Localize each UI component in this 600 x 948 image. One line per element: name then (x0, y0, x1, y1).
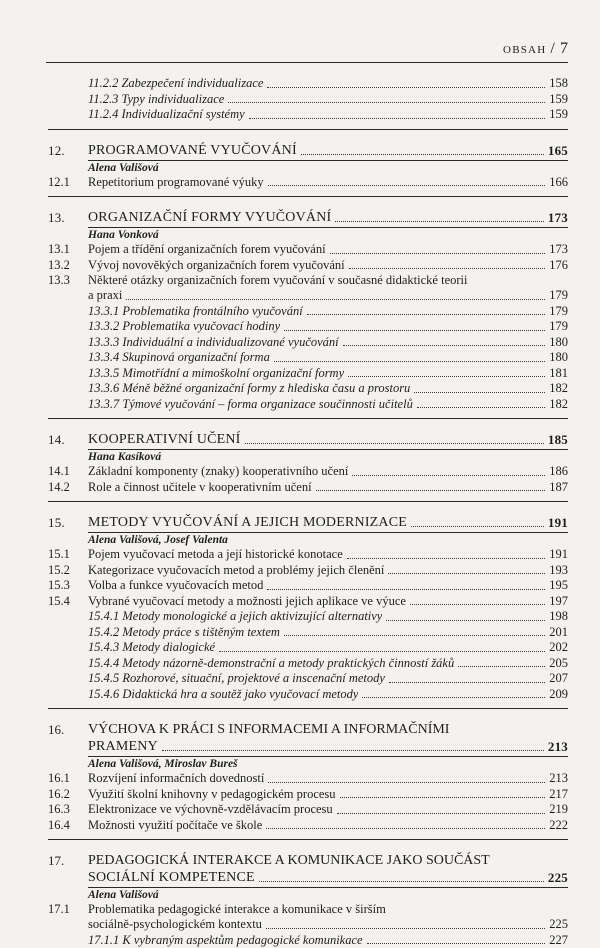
toc-subentry[interactable] (48, 335, 568, 351)
toc-entry-number: 16.2 (48, 787, 88, 803)
toc-subentry-page: 180 (549, 350, 568, 366)
toc-subentry[interactable] (48, 687, 568, 703)
toc-subentry-page: 207 (549, 671, 568, 687)
toc-entry[interactable] (48, 818, 568, 834)
chapter-number: 13. (48, 209, 88, 226)
toc-entry-title: Repetitorium programované výuky (88, 175, 264, 191)
toc-entry-number: 15.4 (48, 594, 88, 610)
toc-entry-title: Volba a funkce vyučovacích metod (88, 578, 263, 594)
toc-subentry-page: 227 (549, 933, 568, 948)
toc-entry-page: 191 (549, 547, 568, 563)
toc-entry-number: 15.3 (48, 578, 88, 594)
toc-subentry-page: 180 (549, 335, 568, 351)
chapter-page: 213 (548, 738, 568, 755)
toc-entry-number: 16.4 (48, 818, 88, 834)
toc-entry-title: Problematika pedagogické interakce a komunikace v širším (88, 902, 568, 917)
toc-entry-title: Základní komponenty (znaky) kooperativního učení (88, 464, 348, 480)
toc-entry-number: 14.1 (48, 464, 88, 480)
toc-entry-title: Možnosti využití počítače ve škole (88, 818, 262, 834)
chapter-title: SOCIÁLNÍ KOMPETENCE (88, 869, 255, 886)
toc-entry[interactable] (48, 258, 568, 274)
chapter-title: PRAMENY (88, 738, 158, 755)
toc-entry-number: 17.1 (48, 902, 88, 917)
chapter-number: 16. (48, 721, 88, 738)
toc-entry-page: 166 (549, 175, 568, 191)
chapter-heading[interactable] (48, 721, 568, 738)
toc-entry-number: 13.1 (48, 242, 88, 258)
toc-subentry-title: 15.4.5 Rozhorové, situační, projektové a inscenační metody (88, 671, 385, 687)
toc-entry-page: 195 (549, 578, 568, 594)
toc-subentry-page: 182 (549, 397, 568, 413)
toc-subentry-page: 202 (549, 640, 568, 656)
section-rule (48, 129, 568, 130)
toc-entry-title: Kategorizace vyučovacích metod a problémy jejich členění (88, 563, 384, 579)
toc-entry-title: Využití školní knihovny v pedagogickém procesu (88, 787, 336, 803)
chapter-17 (48, 852, 568, 948)
chapter-heading-continuation[interactable] (48, 869, 568, 886)
toc-entry[interactable] (48, 480, 568, 496)
toc-subentry-page: 209 (549, 687, 568, 703)
toc-entry-number: 13.3 (48, 273, 88, 288)
header-rule (46, 62, 568, 63)
chapter-title: KOOPERATIVNÍ UČENÍ (88, 431, 241, 448)
toc-entry-title: Rozvíjení informačních dovedností (88, 771, 264, 787)
toc-subentry-title: 15.4.2 Metody práce s tištěným textem (88, 625, 280, 641)
toc-entry-title: Vybrané vyučovací metody a možnosti jejich aplikace ve výuce (88, 594, 406, 610)
toc-entry-page: 179 (549, 288, 568, 304)
running-head-section: OBSAH (503, 44, 546, 56)
toc-subentry-title: 13.3.2 Problematika vyučovací hodiny (88, 319, 280, 335)
section-rule (48, 708, 568, 709)
toc-subentry[interactable] (48, 656, 568, 672)
toc-subentry[interactable] (48, 609, 568, 625)
toc-subentry-title: 13.3.7 Týmové vyučování – forma organizace součinnosti učitelů (88, 397, 413, 413)
toc-subentry-page: 179 (549, 319, 568, 335)
chapter-title: METODY VYUČOVÁNÍ A JEJICH MODERNIZACE (88, 514, 407, 531)
chapter-page: 173 (548, 209, 568, 226)
toc-entry-page: 159 (549, 92, 568, 108)
toc-entry-page: 217 (549, 787, 568, 803)
chapter-heading[interactable] (48, 852, 568, 869)
toc-subentry[interactable] (48, 625, 568, 641)
toc-entry[interactable] (48, 594, 568, 610)
toc-entry-page: 176 (549, 258, 568, 274)
toc-entry-continuation[interactable] (48, 917, 568, 933)
toc-entry-number: 16.1 (48, 771, 88, 787)
toc-subentry-title: 15.4.6 Didaktická hra a soutěž jako vyučovací metody (88, 687, 358, 703)
chapter-page: 165 (548, 142, 568, 159)
chapter-number: 17. (48, 852, 88, 869)
chapter-heading[interactable] (48, 431, 568, 448)
toc-subentry-page: 181 (549, 366, 568, 382)
toc-entry[interactable] (48, 464, 568, 480)
chapter-14 (48, 431, 568, 502)
section-rule (48, 501, 568, 502)
running-head (503, 40, 568, 58)
toc-subentry-title: 13.3.4 Skupinová organizační forma (88, 350, 270, 366)
toc-subentry-page: 198 (549, 609, 568, 625)
toc-entry[interactable] (48, 787, 568, 803)
toc-subentry-title: 15.4.3 Metody dialogické (88, 640, 215, 656)
chapter-authors: Hana Kasíková (48, 450, 568, 464)
toc-entry-page: 173 (549, 242, 568, 258)
toc-entry-continuation[interactable] (48, 288, 568, 304)
toc-subentry[interactable] (48, 671, 568, 687)
toc-subentry[interactable] (48, 381, 568, 397)
toc-entry[interactable] (48, 92, 568, 108)
toc-subentry-title: 15.4.1 Metody monologické a jejich aktivizující alternativy (88, 609, 382, 625)
toc-entry-page: 187 (549, 480, 568, 496)
toc-subentry[interactable] (48, 366, 568, 382)
toc-entry-number: 15.2 (48, 563, 88, 579)
toc-entry[interactable] (48, 107, 568, 123)
toc-entry-title: sociálně-psychologickém kontextu (88, 917, 262, 933)
toc-subentry[interactable] (48, 640, 568, 656)
toc-entry-page: 225 (549, 917, 568, 933)
section-rule (48, 839, 568, 840)
chapter-heading[interactable] (48, 514, 568, 531)
toc-subentry-title: 13.3.6 Méně běžné organizační formy z hlediska času a prostoru (88, 381, 410, 397)
chapter-title: ORGANIZAČNÍ FORMY VYUČOVÁNÍ (88, 209, 331, 226)
toc-entry-title: Pojem vyučovací metoda a její historické konotace (88, 547, 343, 563)
toc-entry-title: 11.2.4 Individualizační systémy (88, 107, 245, 123)
toc-entry-number: 13.2 (48, 258, 88, 274)
toc-subentry[interactable] (48, 350, 568, 366)
toc-subentry-page: 182 (549, 381, 568, 397)
chapter-authors: Alena Vališová, Josef Valenta (48, 533, 568, 547)
page-number: 7 (560, 40, 568, 57)
chapter-authors: Hana Vonková (48, 228, 568, 242)
chapter-heading[interactable] (48, 209, 568, 226)
chapter-12 (48, 142, 568, 198)
chapter-authors: Alena Vališová, Miroslav Bureš (48, 757, 568, 771)
toc-entry-wrapped[interactable] (48, 902, 568, 917)
toc-entry[interactable] (48, 242, 568, 258)
chapter-heading-continuation[interactable] (48, 738, 568, 755)
section-rule (48, 196, 568, 197)
toc-subentry-page: 201 (549, 625, 568, 641)
toc-entry-title: 11.2.3 Typy individualizace (88, 92, 224, 108)
toc-subentry-title: 13.3.3 Individuální a individualizované vyučování (88, 335, 339, 351)
toc-entry-page: 186 (549, 464, 568, 480)
toc-subentry[interactable] (48, 304, 568, 320)
toc-entry-title: Role a činnost učitele v kooperativním učení (88, 480, 312, 496)
chapter-heading[interactable] (48, 142, 568, 159)
chapter-authors: Alena Vališová (48, 888, 568, 902)
toc-entry-title: Pojem a třídění organizačních forem vyučování (88, 242, 326, 258)
table-of-contents (48, 76, 568, 948)
toc-entry-page: 193 (549, 563, 568, 579)
toc-subentry[interactable] (48, 319, 568, 335)
toc-subentry-page: 205 (549, 656, 568, 672)
toc-entry-page: 158 (549, 76, 568, 92)
section-rule (48, 418, 568, 419)
toc-entry-page: 222 (549, 818, 568, 834)
toc-entry[interactable] (48, 578, 568, 594)
toc-entry-title: Elektronizace ve výchovně-vzdělávacím procesu (88, 802, 333, 818)
toc-subentry-title: 17.1.1 K vybraným aspektům pedagogické komunikace (88, 933, 363, 948)
toc-entry[interactable] (48, 771, 568, 787)
chapter-title: PEDAGOGICKÁ INTERAKCE A KOMUNIKACE JAKO SOUČÁST (88, 852, 568, 869)
toc-entry[interactable] (48, 76, 568, 92)
toc-entry-page: 159 (549, 107, 568, 123)
toc-subentry[interactable] (48, 933, 568, 948)
toc-entry-page: 219 (549, 802, 568, 818)
toc-entry[interactable] (48, 175, 568, 191)
chapter-number: 15. (48, 514, 88, 531)
toc-entry-page: 213 (549, 771, 568, 787)
toc-entry[interactable] (48, 802, 568, 818)
toc-entry-number: 12.1 (48, 175, 88, 191)
toc-entry-page: 197 (549, 594, 568, 610)
toc-subentry-title: 15.4.4 Metody názorně-demonstrační a metody praktických činností žáků (88, 656, 454, 672)
chapter-title: VÝCHOVA K PRÁCI S INFORMACEMI A INFORMAČNÍMI (88, 721, 568, 738)
chapter-page: 191 (548, 514, 568, 531)
toc-entry-title: 11.2.2 Zabezpečení individualizace (88, 76, 263, 92)
toc-subentry-title: 13.3.5 Mimotřídní a mimoškolní organizační formy (88, 366, 344, 382)
toc-entry-title: Některé otázky organizačních forem vyučování v současné didaktické teorii (88, 273, 568, 288)
chapter-13 (48, 209, 568, 419)
toc-subentry-title: 13.3.1 Problematika frontálního vyučování (88, 304, 303, 320)
chapter-authors: Alena Vališová (48, 161, 568, 175)
chapter-15 (48, 514, 568, 709)
toc-entry-title: a praxi (88, 288, 122, 304)
chapter-16 (48, 721, 568, 840)
chapter-page: 225 (548, 869, 568, 886)
toc-entry[interactable] (48, 547, 568, 563)
chapter-number: 12. (48, 142, 88, 159)
toc-entry[interactable] (48, 563, 568, 579)
toc-entry-number: 16.3 (48, 802, 88, 818)
chapter-number: 14. (48, 431, 88, 448)
chapter-title: PROGRAMOVANÉ VYUČOVÁNÍ (88, 142, 297, 159)
chapter-page: 185 (548, 431, 568, 448)
toc-subentry[interactable] (48, 397, 568, 413)
toc-entry-number: 14.2 (48, 480, 88, 496)
toc-entry-title: Vývoj novověkých organizačních forem vyučování (88, 258, 345, 274)
running-head-separator: / (550, 40, 556, 57)
toc-entry-number: 15.1 (48, 547, 88, 563)
toc-subentry-page: 179 (549, 304, 568, 320)
toc-entry-wrapped[interactable] (48, 273, 568, 288)
